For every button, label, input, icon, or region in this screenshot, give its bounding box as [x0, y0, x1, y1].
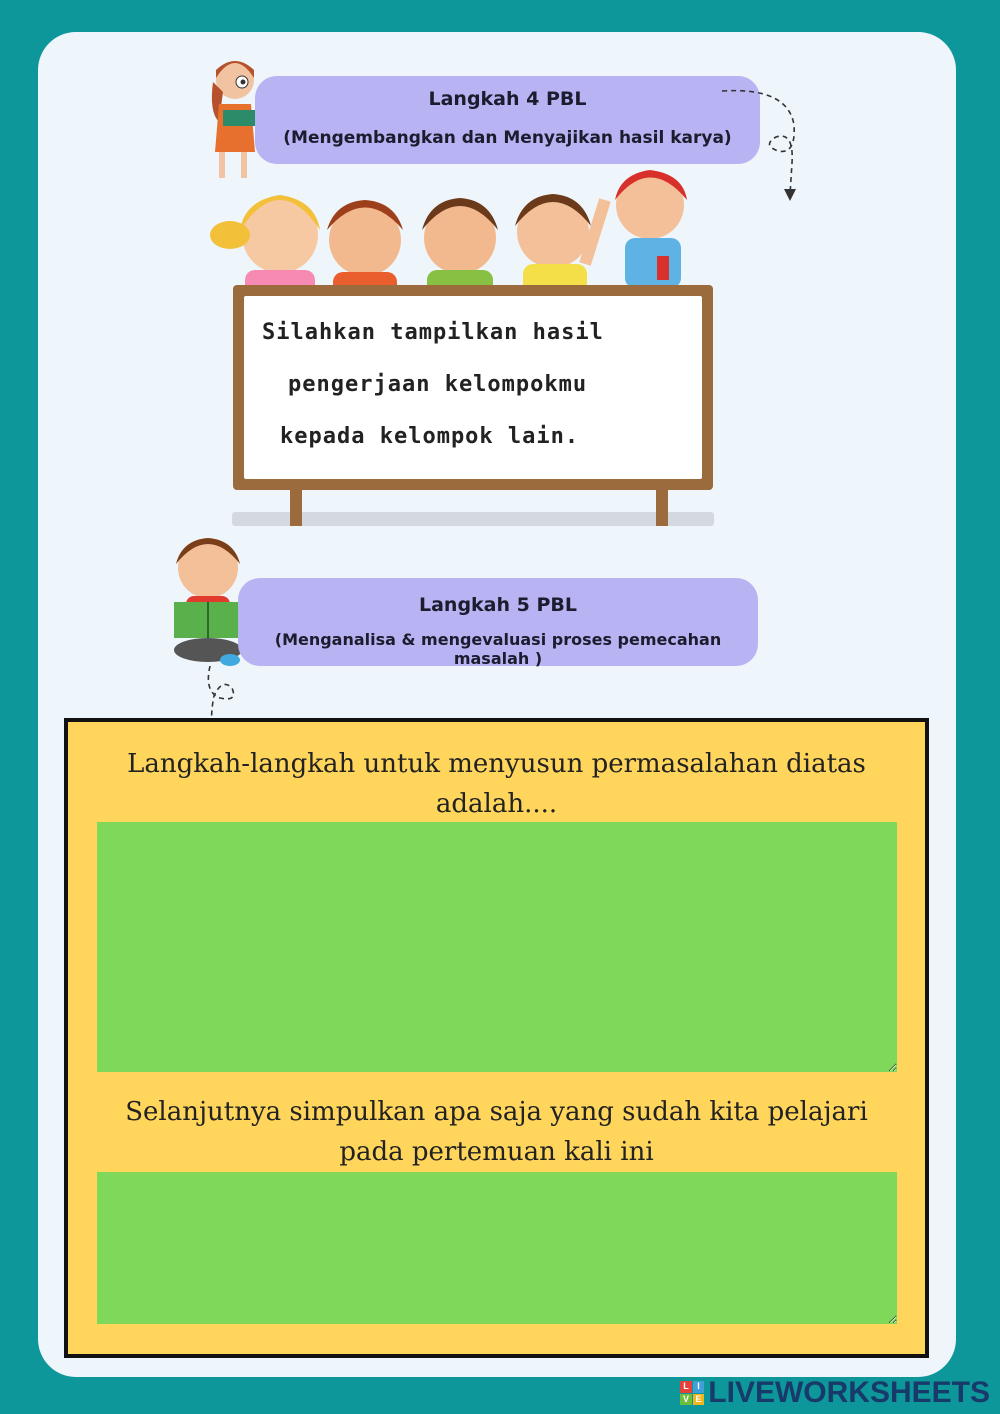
- liveworksheets-logo-icon: L I V E: [680, 1381, 704, 1405]
- board-line-3: kepada kelompok lain.: [280, 424, 580, 449]
- board-line-1: Silahkan tampilkan hasil: [262, 320, 604, 345]
- question1-line2: adalah....: [435, 789, 558, 819]
- board-shadow: [232, 512, 714, 526]
- question2-line2: pada pertemuan kali ini: [339, 1137, 654, 1167]
- board-leg-left: [290, 490, 302, 526]
- step5-banner: [238, 578, 758, 666]
- step4-subtitle: (Mengembangkan dan Menyajikan hasil karya): [283, 128, 732, 148]
- question1-line1: Langkah-langkah untuk menyusun permasalahan diatas: [127, 749, 866, 779]
- step4-title: Langkah 4 PBL: [428, 88, 587, 110]
- board-leg-right: [656, 490, 668, 526]
- liveworksheets-logo: [680, 1376, 990, 1410]
- step4-banner: [255, 76, 760, 164]
- dashed-arrow-icon: [718, 85, 808, 205]
- board-line-2: pengerjaan kelompokmu: [288, 372, 588, 397]
- brand-text: LIVEWORKSHEETS: [708, 1376, 990, 1409]
- question-box: [64, 718, 929, 1358]
- step5-subtitle: (Menganalisa & mengevaluasi proses pemecahan masalah ): [274, 630, 722, 668]
- step5-title: Langkah 5 PBL: [418, 594, 577, 616]
- question2-line1: Selanjutnya simpulkan apa saja yang sudah kita pelajari: [125, 1097, 868, 1127]
- answer2-field[interactable]: [97, 1172, 897, 1324]
- answer1-field[interactable]: [97, 822, 897, 1072]
